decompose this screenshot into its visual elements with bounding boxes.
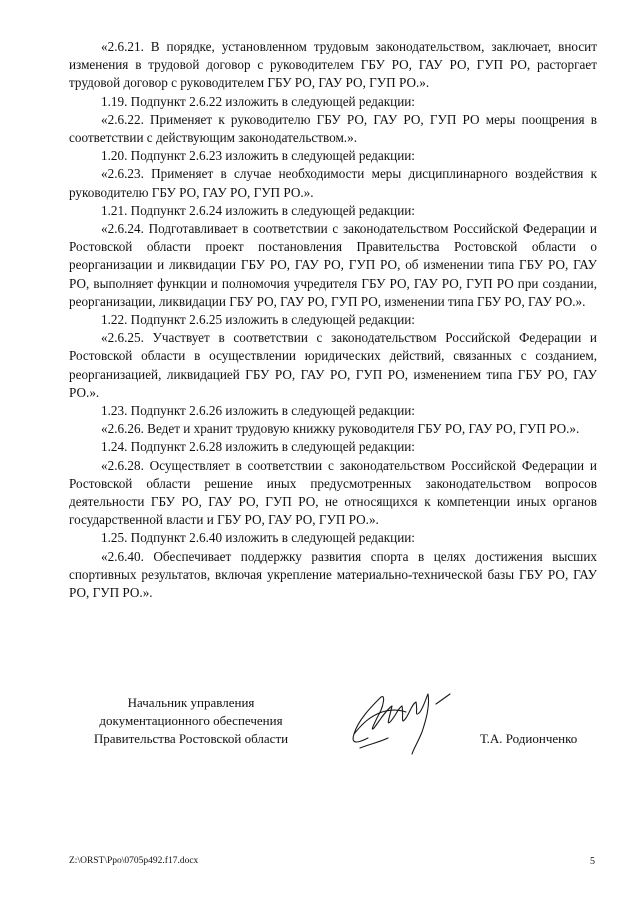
document-body <box>69 38 597 602</box>
signatory-title <box>69 694 313 748</box>
amendment-1-23: 1.23. Подпункт 2.6.26 изложить в следующей редакции: <box>101 403 415 419</box>
paragraph-2-6-21: «2.6.21. В порядке, установленном трудовым законодательством, заключает, вносит изменения в трудовой договор с руководителем ГБУ РО, ГАУ РО, ГУП РО, расторгает трудовой договор с руководителем ГБУ РО, ГАУ РО, ГУП РО.». <box>69 39 597 91</box>
paragraph-2-6-22: «2.6.22. Применяет к руководителю ГБУ РО, ГАУ РО, ГУП РО меры поощрения в соответствии с действующим законодательством.». <box>69 111 597 146</box>
amendment-1-25: 1.25. Подпункт 2.6.40 изложить в следующей редакции: <box>101 530 415 546</box>
page-number: 5 <box>590 856 595 867</box>
amendment-1-20: 1.20. Подпункт 2.6.23 изложить в следующей редакции: <box>101 148 415 164</box>
paragraph-2-6-26: «2.6.26. Ведет и хранит трудовую книжку руководителя ГБУ РО, ГАУ РО, ГУП РО.». <box>101 421 580 437</box>
signatory-title-line-1: Начальник управления <box>127 695 255 710</box>
paragraph-2-6-24: «2.6.24. Подготавливает в соответствии с законодательством Российской Федерации и Ростовской области проект постановления Правительства Ростовской области о реорганизации и ликвидации ГБУ РО, ГАУ РО, ГУП РО, об изменении типа ГБУ РО, ГАУ РО, выполняет функции и полномочия учредителя ГБУ РО, ГАУ РО, ГУП РО при создании, реорганизации, ликвидации ГБУ РО, ГАУ РО, ГУП РО, изменении типа ГБУ РО, ГАУ РО.». <box>69 221 597 309</box>
amendment-1-22: 1.22. Подпункт 2.6.25 изложить в следующей редакции: <box>101 312 415 328</box>
paragraph-2-6-28: «2.6.28. Осуществляет в соответствии с законодательством Российской Федерации и Ростовской области решение иных предусмотренных законодательством вопросов деятельности ГБУ РО, ГАУ РО, ГУП РО, не относящихся к компетенции иных органов государственной власти и ГБУ РО, ГАУ РО, ГУП РО.». <box>69 457 597 528</box>
file-path: Z:\ORST\Ppo\0705p492.f17.docx <box>69 856 199 866</box>
signatory-name: Т.А. Родионченко <box>480 731 578 746</box>
paragraph-2-6-23: «2.6.23. Применяет в случае необходимости меры дисциплинарного воздействия к руководителю ГБУ РО, ГАУ РО, ГУП РО.». <box>69 166 597 200</box>
paragraph-2-6-40: «2.6.40. Обеспечивает поддержку развития спорта в целях достижения высших спортивных результатов, включая укрепление материально-технической базы ГБУ РО, ГАУ РО, ГУП РО.». <box>69 548 597 601</box>
paragraph-2-6-25: «2.6.25. Участвует в соответствии с законодательством Российской Федерации и Ростовской области в осуществлении юридических действий, связанных с созданием, реорганизацией, ликвидацией ГБУ РО, ГАУ РО, ГУП РО, изменением типа ГБУ РО, ГАУ РО.». <box>69 330 597 400</box>
amendment-1-21: 1.21. Подпункт 2.6.24 изложить в следующей редакции: <box>101 202 415 218</box>
amendment-1-24: 1.24. Подпункт 2.6.28 изложить в следующей редакции: <box>101 439 415 455</box>
signatory-title-line-2: документационного обеспечения <box>99 713 283 728</box>
signatory-title-line-3: Правительства Ростовской области <box>93 731 289 746</box>
amendment-1-19: 1.19. Подпункт 2.6.22 изложить в следующей редакции: <box>101 93 415 109</box>
handwritten-signature <box>340 676 460 766</box>
